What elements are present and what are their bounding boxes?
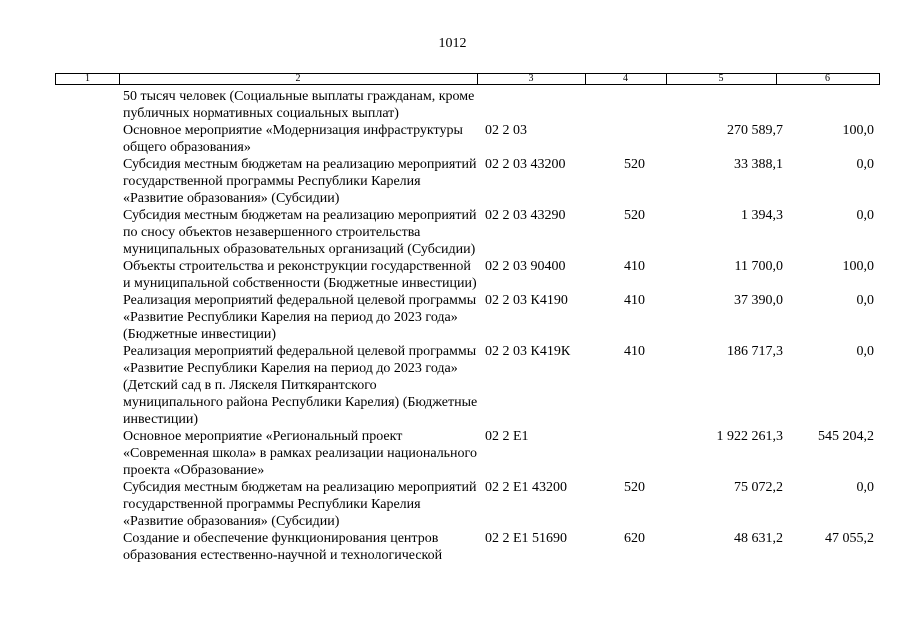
row-code-cell: 02 2 Е1 43200 (485, 480, 568, 495)
table-row (55, 343, 880, 428)
table-row (55, 479, 880, 530)
row-code-cell (480, 88, 593, 122)
row-amount-cell: 186 717,3 (727, 344, 783, 359)
row-expense-type-cell: 410 (624, 259, 645, 274)
row-number-cell (55, 88, 119, 122)
column-header: 6 (825, 73, 830, 84)
row-number-cell (55, 207, 119, 258)
row-name-cell: Объекты строительства и реконструкции государственной и муниципальной собственности (Бюджетные инвестиции) (123, 259, 477, 291)
column-header: 2 (295, 73, 301, 84)
row-amount2-cell: 47 055,2 (825, 531, 874, 546)
row-name-cell: Субсидия местным бюджетам на реализацию мероприятий государственной программы Республики Карелия «Развитие образования» (Субсидии) (123, 480, 477, 529)
row-name-cell: Субсидия местным бюджетам на реализацию мероприятий государственной программы Республики Карелия «Развитие образования» (Субсидии) (123, 157, 477, 206)
row-expense-type-cell (593, 428, 650, 479)
row-amount-cell: 270 589,7 (727, 123, 783, 138)
row-name-cell: Реализация мероприятий федеральной целевой программы «Развитие Республики Карелия на период до 2023 года» (Детский сад в п. Ляскеля Питкярантского муниципального района Республики Карелия) (Бюджетные инвестиции) (123, 344, 478, 427)
row-amount2-cell: 0,0 (856, 208, 874, 223)
table-row (55, 88, 880, 122)
row-expense-type-cell: 520 (624, 157, 645, 172)
row-code-cell: 02 2 03 (485, 123, 527, 138)
row-code-cell: 02 2 Е1 51690 (485, 531, 568, 546)
row-amount-cell: 33 388,1 (734, 157, 783, 172)
table-row (55, 122, 880, 156)
table-body (55, 88, 880, 564)
row-name-cell: Создание и обеспечение функционирования центров образования естественно-научной и технологической (123, 531, 443, 563)
row-number-cell (55, 122, 119, 156)
row-name-cell: 50 тысяч человек (Социальные выплаты гражданам, кроме публичных нормативных социальных выплат) (123, 89, 475, 121)
budget-table (55, 88, 880, 564)
row-expense-type-cell (593, 88, 650, 122)
row-amount-cell: 11 700,0 (734, 259, 783, 274)
row-number-cell (55, 479, 119, 530)
row-number-cell (55, 428, 119, 479)
row-amount2-cell: 0,0 (856, 344, 874, 359)
row-number-cell (55, 292, 119, 343)
table-row (55, 428, 880, 479)
row-code-cell: 02 2 03 90400 (485, 259, 566, 274)
table-row (55, 156, 880, 207)
row-code-cell: 02 2 03 43200 (485, 157, 566, 172)
row-name-cell: Реализация мероприятий федеральной целевой программы «Развитие Республики Карелия на период до 2023 года» (Бюджетные инвестиции) (123, 293, 477, 342)
row-amount-cell: 1 394,3 (741, 208, 783, 223)
row-expense-type-cell: 520 (624, 480, 645, 495)
row-name-cell: Основное мероприятие «Модернизация инфраструктуры общего образования» (123, 123, 463, 155)
row-code-cell: 02 2 03 К419К (485, 344, 571, 359)
row-amount2-cell: 0,0 (856, 157, 874, 172)
row-number-cell (55, 343, 119, 428)
row-amount-cell: 1 922 261,3 (716, 429, 783, 444)
row-code-cell: 02 2 03 43290 (485, 208, 566, 223)
row-expense-type-cell (593, 122, 650, 156)
row-number-cell (55, 156, 119, 207)
row-number-cell (55, 258, 119, 292)
row-amount-cell: 75 072,2 (734, 480, 783, 495)
table-row (55, 292, 880, 343)
row-amount2-cell: 545 204,2 (818, 429, 874, 444)
row-number-cell (55, 530, 119, 564)
row-code-cell: 02 2 03 К4190 (485, 293, 568, 308)
row-expense-type-cell: 620 (624, 531, 645, 546)
table-row (55, 530, 880, 564)
column-header: 5 (718, 73, 724, 84)
row-code-cell: 02 2 Е1 (485, 429, 529, 444)
row-expense-type-cell: 410 (624, 293, 645, 308)
row-amount2-cell: 0,0 (856, 480, 874, 495)
row-expense-type-cell: 410 (624, 344, 645, 359)
column-header: 3 (528, 73, 534, 84)
row-amount2-cell: 0,0 (856, 293, 874, 308)
row-name-cell: Основное мероприятие «Региональный проект «Современная школа» в рамках реализации национального проекта «Образование» (123, 429, 477, 478)
column-header-row (55, 73, 880, 85)
row-amount2-cell: 100,0 (842, 123, 874, 138)
row-amount2-cell: 100,0 (842, 259, 874, 274)
row-amount-cell (650, 88, 793, 122)
row-expense-type-cell: 520 (624, 208, 645, 223)
page-number: 1012 (438, 36, 467, 51)
row-amount-cell: 48 631,2 (734, 531, 783, 546)
table-row (55, 258, 880, 292)
row-amount-cell: 37 390,0 (734, 293, 783, 308)
row-name-cell: Субсидия местным бюджетам на реализацию мероприятий по сносу объектов незавершенного строительства муниципальных образовательных организаций (Субсидии) (123, 208, 477, 257)
column-header: 1 (85, 73, 90, 84)
row-amount2-cell (793, 88, 880, 122)
table-row (55, 207, 880, 258)
column-header: 4 (623, 73, 628, 84)
